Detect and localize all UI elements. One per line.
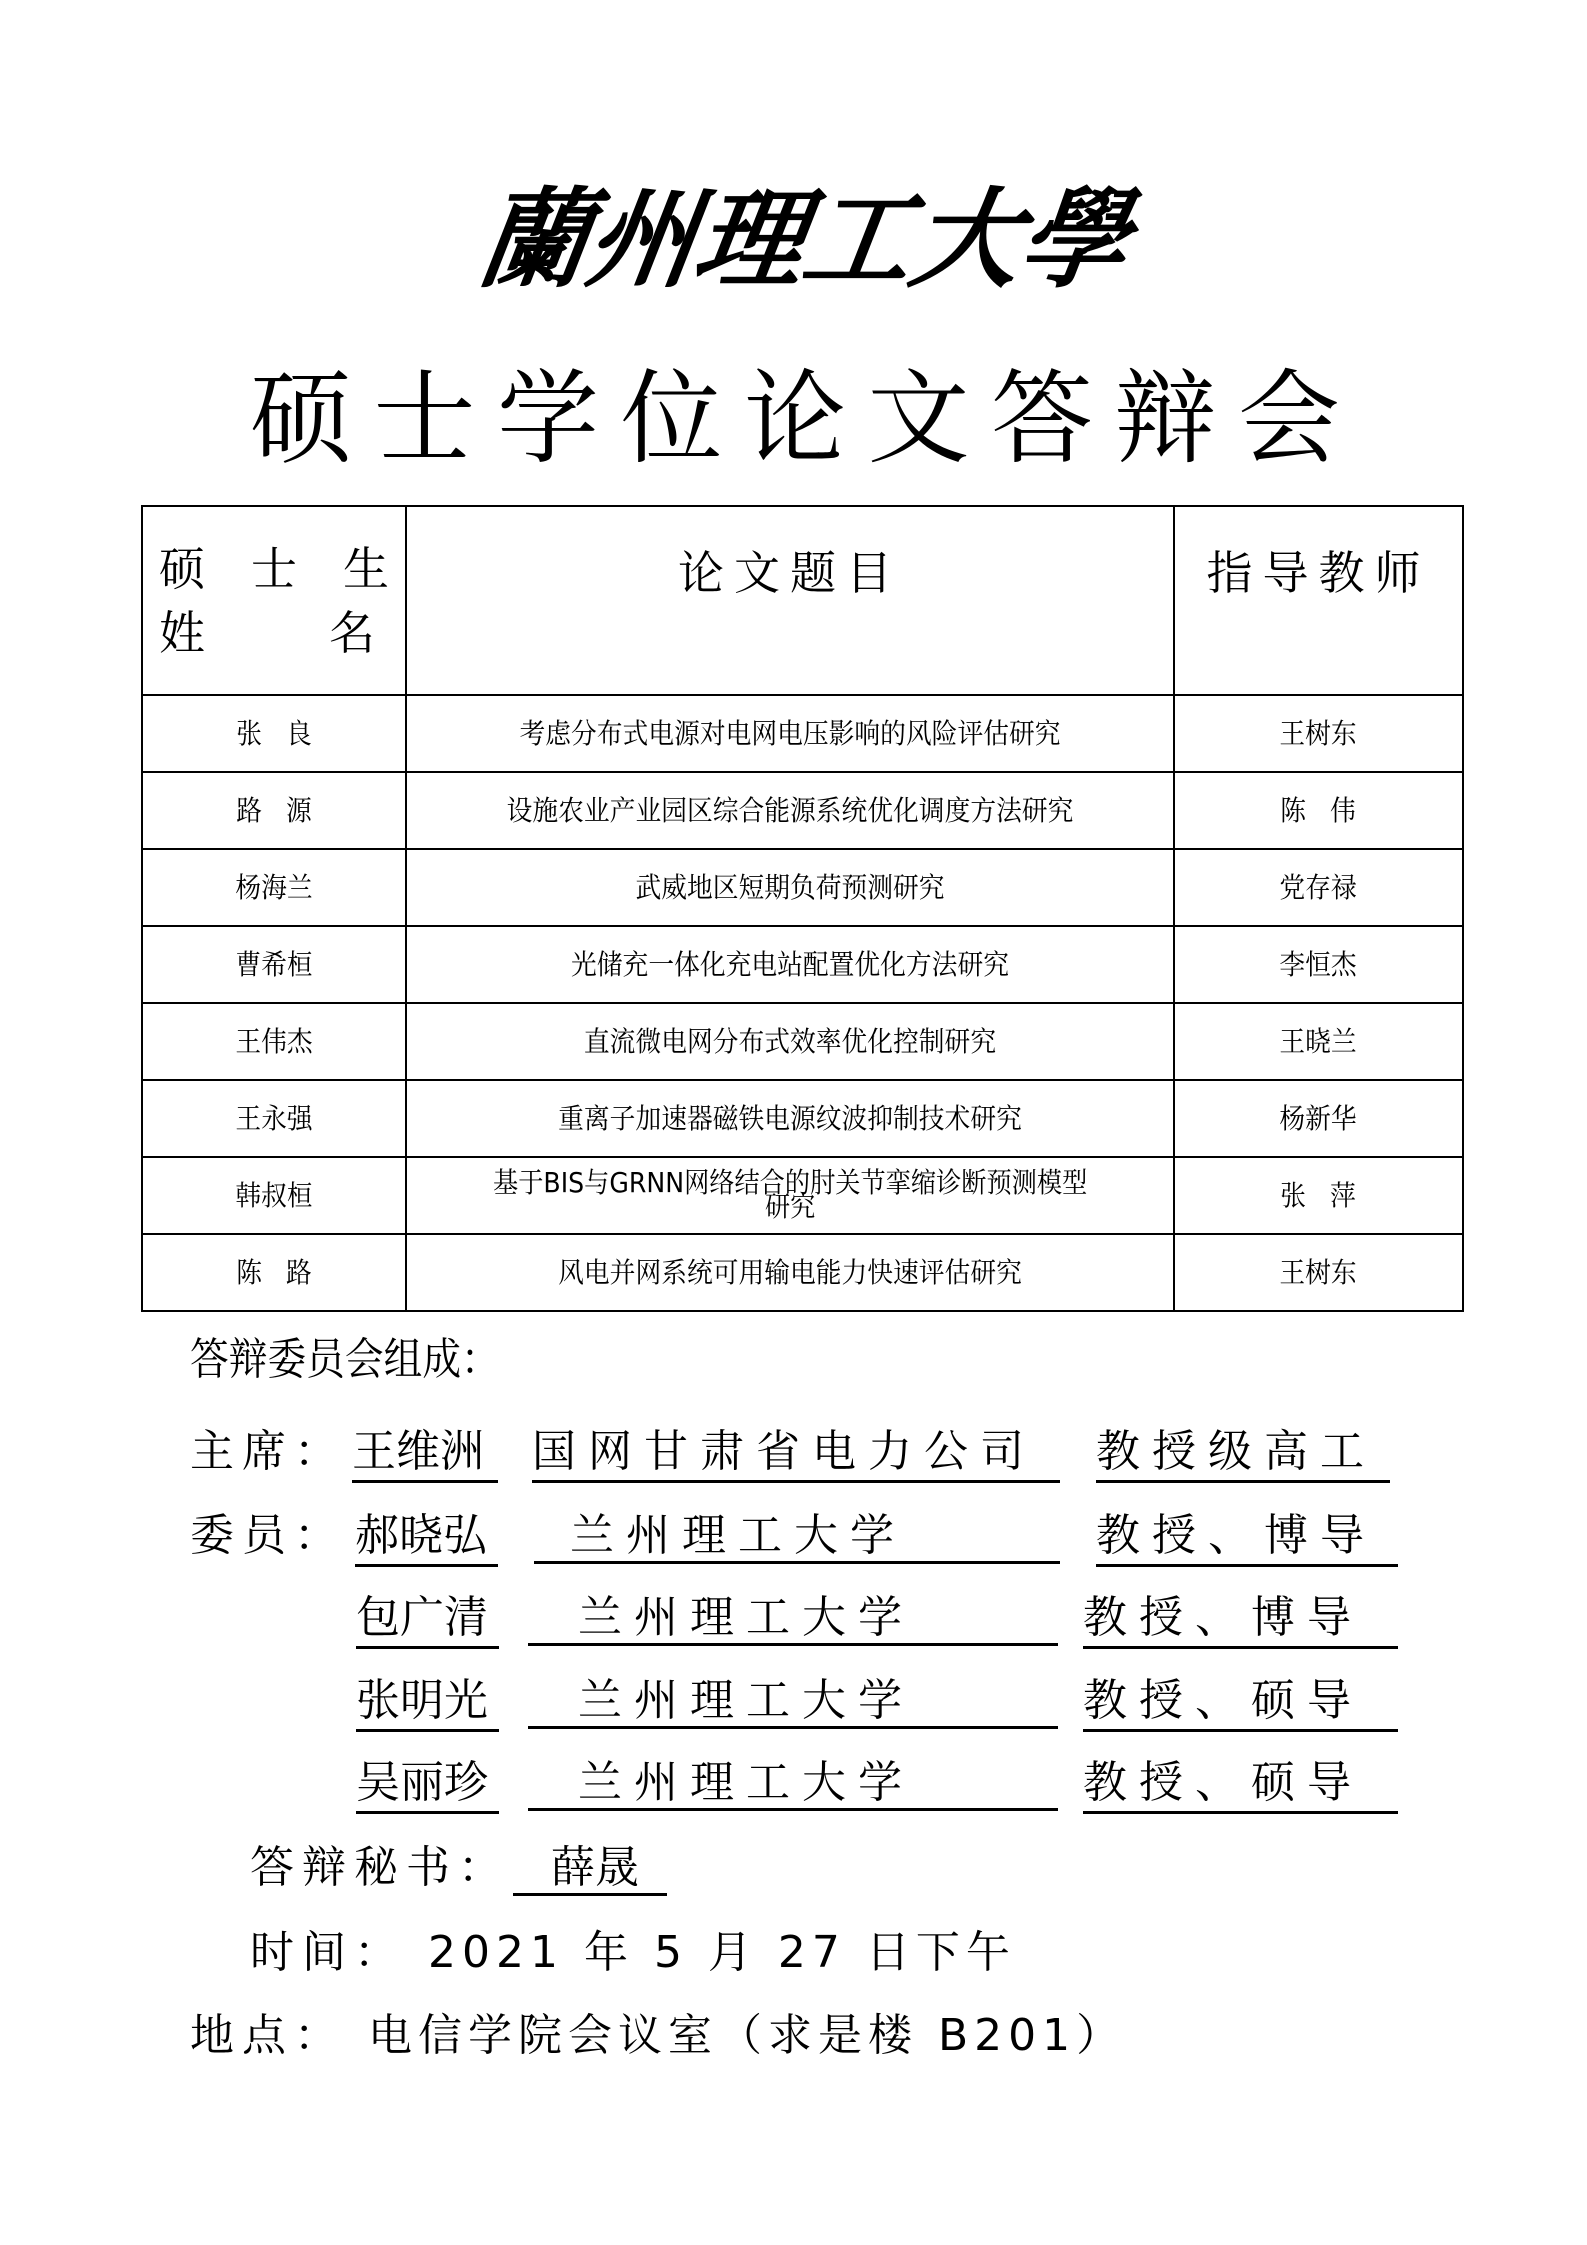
student-name: 王永强 [235,1101,313,1135]
place-value: 电信学院会议室（求是楼 B201） [368,2010,1127,2061]
header-char: 生 [343,542,389,596]
logo-char: 理 [687,177,813,303]
secretary-label: 答辩秘书： [250,1842,510,1893]
member-org: 兰州理工大学 [534,1508,1060,1564]
table-row [142,926,1463,1003]
table-row [142,849,1463,926]
student-name: 韩叔桓 [235,1178,313,1212]
committee-heading: 答辩委员会组成： [190,1334,500,1385]
advisor-name: 王树东 [1279,716,1358,750]
member-rank: 教授、博导 [1096,1508,1398,1567]
advisor-name: 陈伟 [1280,793,1381,827]
table-header-row [142,506,1463,695]
advisor-name: 王树东 [1279,1255,1358,1289]
advisor-name: 杨新华 [1279,1101,1358,1135]
thesis-title: 设施农业产业园区综合能源系统优化调度方法研究 [506,793,1074,827]
header-thesis-title: 论文题目 [406,506,1174,695]
header-student-name [142,506,406,695]
time-row [250,1925,1016,1981]
chair-name: 王维洲 [352,1424,498,1483]
member-name: 包广清 [356,1590,499,1649]
logo-char: 工 [795,177,921,303]
header-char: 姓 [159,606,205,660]
student-name: 曹希桓 [235,947,313,981]
thesis-title: 光储充一体化充电站配置优化方法研究 [571,947,1009,981]
member-rank: 教授、博导 [1083,1590,1398,1649]
university-logo [469,160,1137,320]
logo-char: 學 [1011,177,1137,303]
student-name: 张良 [236,716,336,750]
header-advisor: 指导教师 [1174,506,1463,695]
thesis-title: 风电并网系统可用输电能力快速评估研究 [558,1255,1022,1289]
member-name: 张明光 [356,1673,499,1732]
table-row [142,695,1463,772]
title-char: 答 [991,360,1093,479]
defense-schedule-table [141,505,1464,1312]
logo-char: 大 [903,177,1029,303]
member-rank: 教授、硕导 [1083,1755,1398,1814]
advisor-name: 党存禄 [1279,870,1358,904]
member-label: 委员： [190,1510,346,1561]
student-name: 陈路 [236,1255,336,1289]
advisor-name: 李恒杰 [1279,947,1358,981]
header-char: 士 [251,542,297,596]
title-char: 文 [867,360,970,479]
title-char: 学 [497,360,599,479]
place-row [190,2008,1126,2064]
thesis-title-multiline [492,1166,1088,1223]
member-name: 吴丽珍 [356,1755,499,1814]
table-row [142,1080,1463,1157]
title-char: 辩 [1114,360,1217,479]
member-org: 兰州理工大学 [528,1590,1058,1646]
page-title [250,360,1340,480]
chair-rank: 教授级高工 [1096,1424,1390,1483]
chair-org: 国网甘肃省电力公司 [532,1424,1060,1483]
title-char: 士 [373,360,476,479]
table-row [142,1003,1463,1080]
title-char: 位 [620,360,723,479]
logo-char: 州 [579,177,705,303]
thesis-title-line2: 研究 [764,1190,816,1223]
logo-char: 蘭 [471,177,597,303]
table-row [142,1157,1463,1234]
member-rank: 教授、硕导 [1083,1673,1398,1732]
student-name: 杨海兰 [235,870,313,904]
student-name: 王伟杰 [235,1024,313,1058]
student-name: 路源 [236,793,336,827]
time-value: 2021 年 5 月 27 日下午 [428,1927,1016,1978]
advisor-name: 张萍 [1280,1178,1381,1212]
chair-label: 主席： [190,1426,346,1477]
member-org: 兰州理工大学 [528,1755,1058,1811]
place-label: 地点： [190,2010,346,2061]
time-label: 时间： [250,1927,406,1978]
thesis-title: 直流微电网分布式效率优化控制研究 [583,1024,997,1058]
table-row [142,1234,1463,1311]
advisor-name: 王晓兰 [1279,1024,1358,1058]
title-char: 论 [744,360,846,479]
thesis-title: 重离子加速器磁铁电源纹波抑制技术研究 [558,1101,1022,1135]
header-char: 名 [329,606,375,660]
thesis-title: 考虑分布式电源对电网电压影响的风险评估研究 [519,716,1061,750]
thesis-title: 武威地区短期负荷预测研究 [635,870,945,904]
member-name: 郝晓弘 [355,1508,498,1567]
title-char: 会 [1238,360,1340,479]
thesis-title-line1: 基于BIS与GRNN网络结合的肘关节挛缩诊断预测模型 [492,1166,1088,1199]
member-org: 兰州理工大学 [528,1673,1058,1729]
table-row [142,772,1463,849]
header-char: 硕 [159,542,205,596]
title-char: 硕 [250,360,352,479]
secretary-name: 薛晟 [513,1840,667,1896]
